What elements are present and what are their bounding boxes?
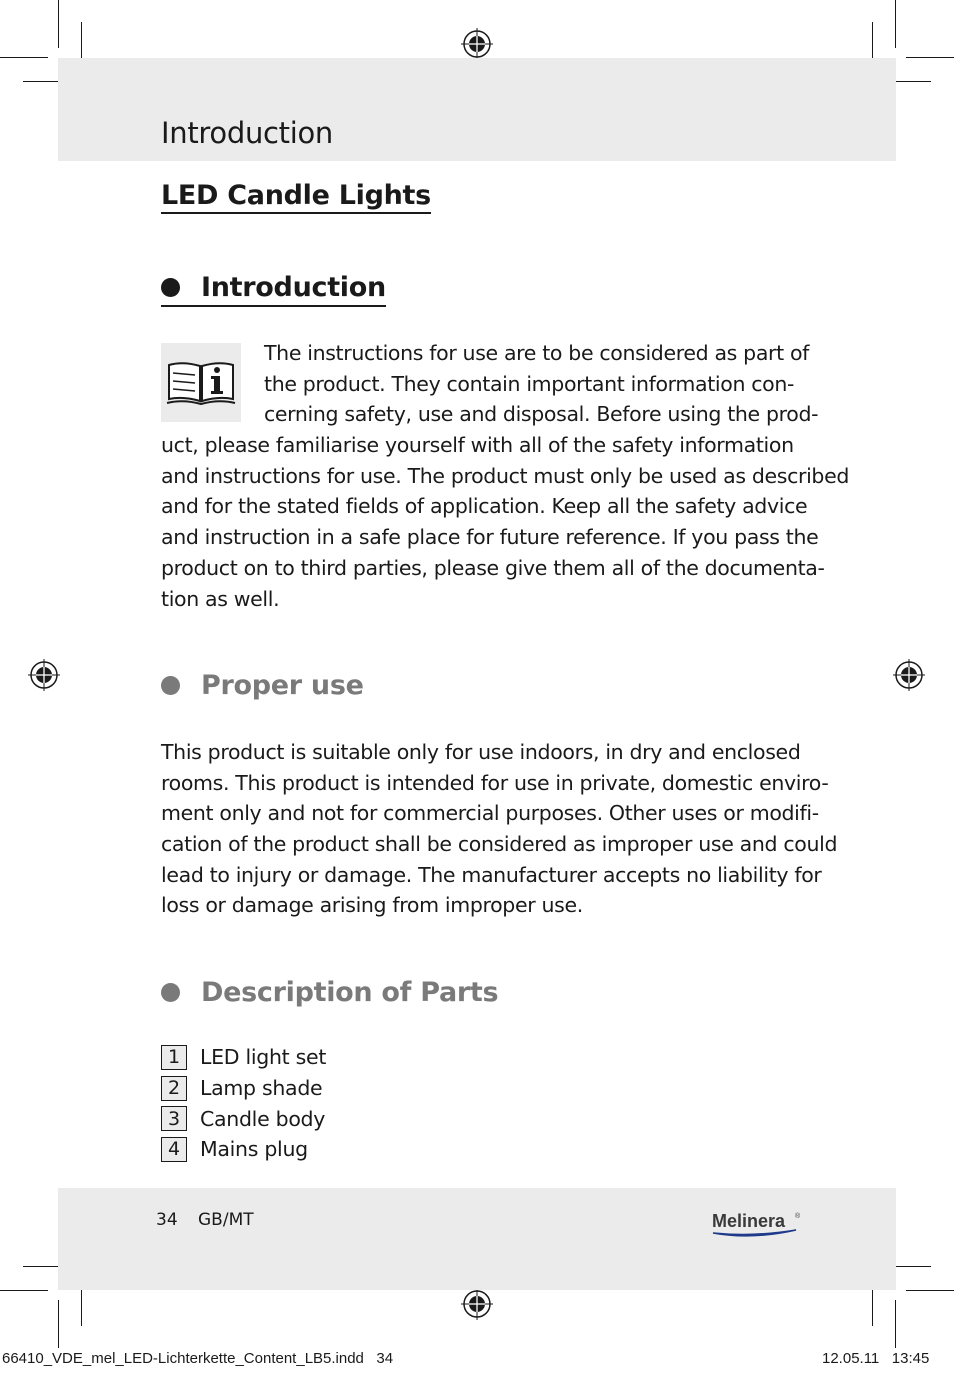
list-item xyxy=(161,1073,326,1104)
introduction-paragraph xyxy=(161,338,849,614)
registration-mark-icon xyxy=(461,1288,493,1320)
part-label: Lamp shade xyxy=(200,1076,323,1101)
part-label: Mains plug xyxy=(200,1137,308,1162)
crop-mark xyxy=(58,0,59,48)
text-line: and for the stated fields of application. Keep all the safety advice xyxy=(161,494,808,519)
text-line: and instructions for use. The product must only be used as described xyxy=(161,463,850,488)
bullet-icon xyxy=(161,676,180,695)
text-line: loss or damage arising from improper use. xyxy=(161,893,583,918)
text-line: tion as well. xyxy=(161,586,280,611)
part-number-badge: 1 xyxy=(161,1045,187,1070)
crop-mark xyxy=(81,1284,82,1326)
parts-list xyxy=(161,1042,326,1165)
part-number-badge: 2 xyxy=(161,1076,187,1101)
part-label: LED light set xyxy=(200,1045,327,1070)
crop-mark xyxy=(0,57,48,58)
list-item xyxy=(161,1134,326,1165)
text-line: ment only and not for commercial purposes. Other uses or modifi- xyxy=(161,801,819,826)
list-item xyxy=(161,1042,326,1073)
bullet-icon xyxy=(161,278,180,297)
text-line: cation of the product shall be considered as improper use and could xyxy=(161,832,838,857)
text-line: and instruction in a safe place for future reference. If you pass the xyxy=(161,525,819,550)
text-line: The instructions for use are to be considered as part of xyxy=(264,341,810,365)
section-heading-description-of-parts xyxy=(161,977,498,1008)
crop-mark xyxy=(872,1284,873,1326)
text-line: cerning safety, use and disposal. Before using the prod- xyxy=(264,402,819,427)
proper-use-paragraph xyxy=(161,737,837,921)
part-number-badge: 3 xyxy=(161,1106,187,1131)
print-slug-datetime: 12.05.11 13:45 xyxy=(822,1350,930,1367)
text-line: lead to injury or damage. The manufacturer accepts no liability for xyxy=(161,862,822,887)
brand-logo-text: Melinera xyxy=(712,1211,786,1231)
product-title: LED Candle Lights xyxy=(161,180,431,214)
registration-mark-icon xyxy=(461,28,493,60)
text-line: the product. They contain important information con- xyxy=(264,371,795,396)
crop-mark xyxy=(906,57,954,58)
registration-mark-icon xyxy=(28,659,60,691)
crop-mark xyxy=(0,1290,48,1291)
page-header-title: Introduction xyxy=(161,116,334,150)
section-heading-label: Introduction xyxy=(201,272,386,303)
crop-mark xyxy=(906,1290,954,1291)
text-line: product on to third parties, please give them all of the documenta- xyxy=(161,555,825,580)
section-heading-label: Proper use xyxy=(201,670,364,701)
crop-mark xyxy=(895,0,896,48)
bullet-icon xyxy=(161,983,180,1002)
list-item xyxy=(161,1103,326,1134)
section-heading-introduction xyxy=(161,272,386,307)
part-number-badge: 4 xyxy=(161,1137,187,1162)
text-line: rooms. This product is intended for use in private, domestic enviro- xyxy=(161,770,829,795)
part-label: Candle body xyxy=(200,1106,326,1131)
text-line: This product is suitable only for use indoors, in dry and enclosed xyxy=(161,740,801,764)
page-number: 34 xyxy=(156,1210,178,1230)
crop-mark xyxy=(895,1300,896,1348)
crop-mark xyxy=(58,1300,59,1348)
section-heading-proper-use xyxy=(161,670,364,701)
registration-mark-icon xyxy=(893,659,925,691)
brand-registered-mark: ® xyxy=(795,1213,801,1220)
brand-logo xyxy=(712,1208,802,1242)
print-slug-filename: 66410_VDE_mel_LED-Lichterkette_Content_LB5.indd 34 xyxy=(2,1350,394,1367)
language-code: GB/MT xyxy=(198,1210,254,1230)
text-line: uct, please familiarise yourself with all of the safety information xyxy=(161,433,794,458)
section-heading-label: Description of Parts xyxy=(201,977,499,1008)
